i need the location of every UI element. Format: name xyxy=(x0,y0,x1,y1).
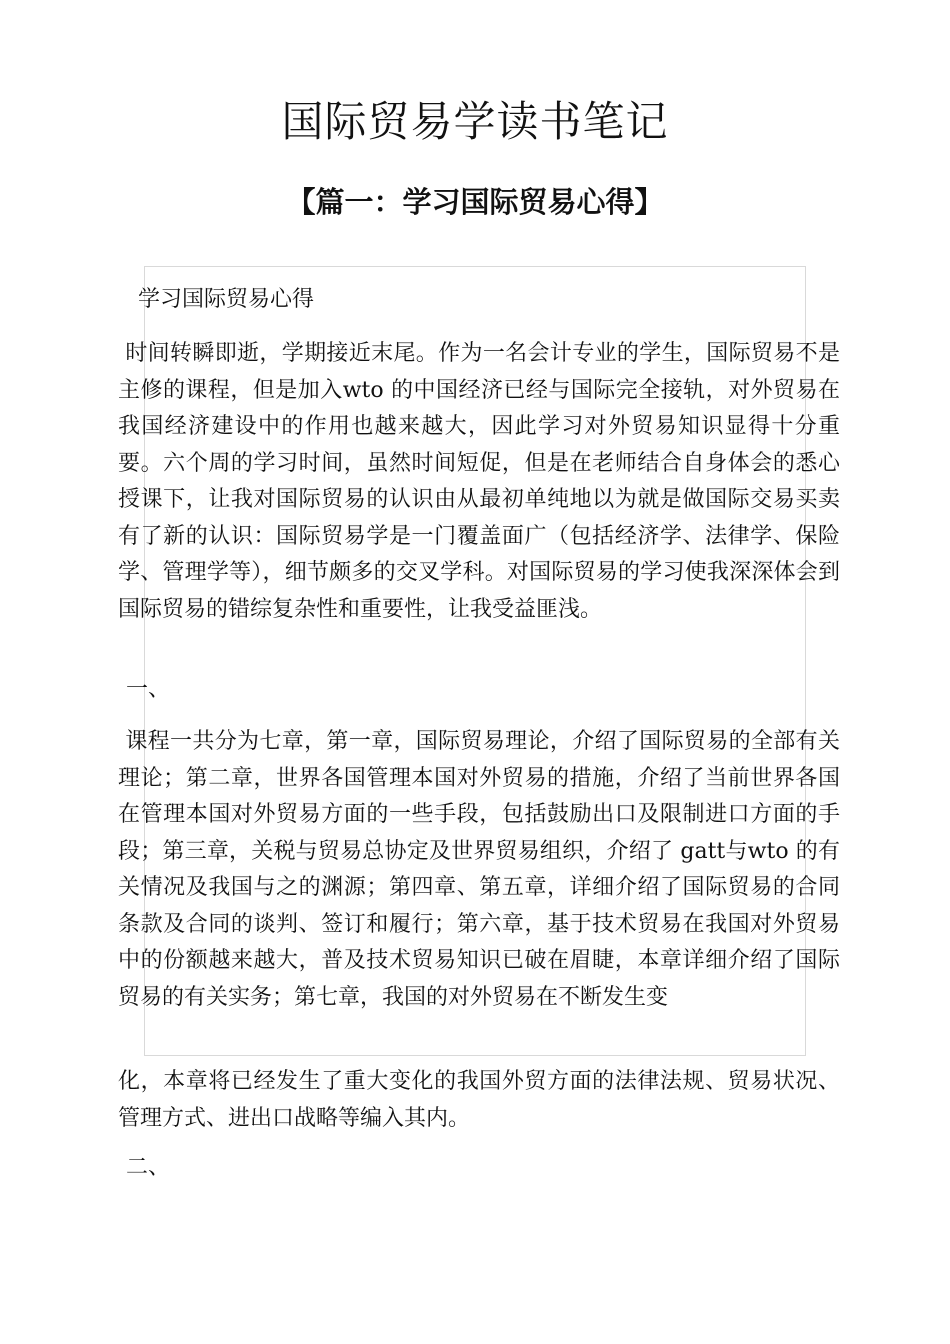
heading-1: 一、 xyxy=(126,677,171,702)
section-title: 学习国际贸易心得 xyxy=(138,287,315,312)
paragraph-3: 化，本章将已经发生了重大变化的我国外贸方面的法律法规、贸易状况、管理方式、进出口战略等编入其内。 xyxy=(118,1069,840,1131)
heading-2: 二、 xyxy=(126,1155,171,1180)
paragraph-1: 时间转瞬即逝，学期接近末尾。作为一名会计专业的学生，国际贸易不是主修的课程，但是加入wto 的中国经济已经与国际完全接轨，对外贸易在我国经济建设中的作用也越来越大，因此学习对外贸易知识显得十分重要。六个周的学习时间，虽然时间短促，但是在老师结合自身体会的悉心授课下，让我对国际贸易的认识由从最初单纯地以为就是做国际交易买卖有了新的认识：国际贸易学是一门覆盖面广（包括经济学、法律学、保险学、管理学等），细节颇多的交叉学科。对国际贸易的学习使我深深体会到国际贸易的错综复杂性和重要性，让我受益匪浅。 xyxy=(118,341,840,622)
document-subtitle: 【篇一：学习国际贸易心得】 xyxy=(286,185,664,219)
document-title: 国际贸易学读书笔记 xyxy=(281,97,669,146)
paragraph-2: 课程一共分为七章，第一章，国际贸易理论，介绍了国际贸易的全部有关理论；第二章，世界各国管理本国对外贸易的措施，介绍了当前世界各国在管理本国对外贸易方面的一些手段，包括鼓励出口及限制进口方面的手段；第三章，关税与贸易总协定及世界贸易组织，介绍了 gatt与wto 的有关情况及我国与之的渊源；第四章、第五章，详细介绍了国际贸易的合同条款及合同的谈判、签订和履行；第六章，基于技术贸易在我国对外贸易中的份额越来越大，普及技术贸易知识已破在眉睫，本章详细介绍了国际贸易的有关实务；第七章，我国的对外贸易在不断发生变 xyxy=(118,729,840,1010)
